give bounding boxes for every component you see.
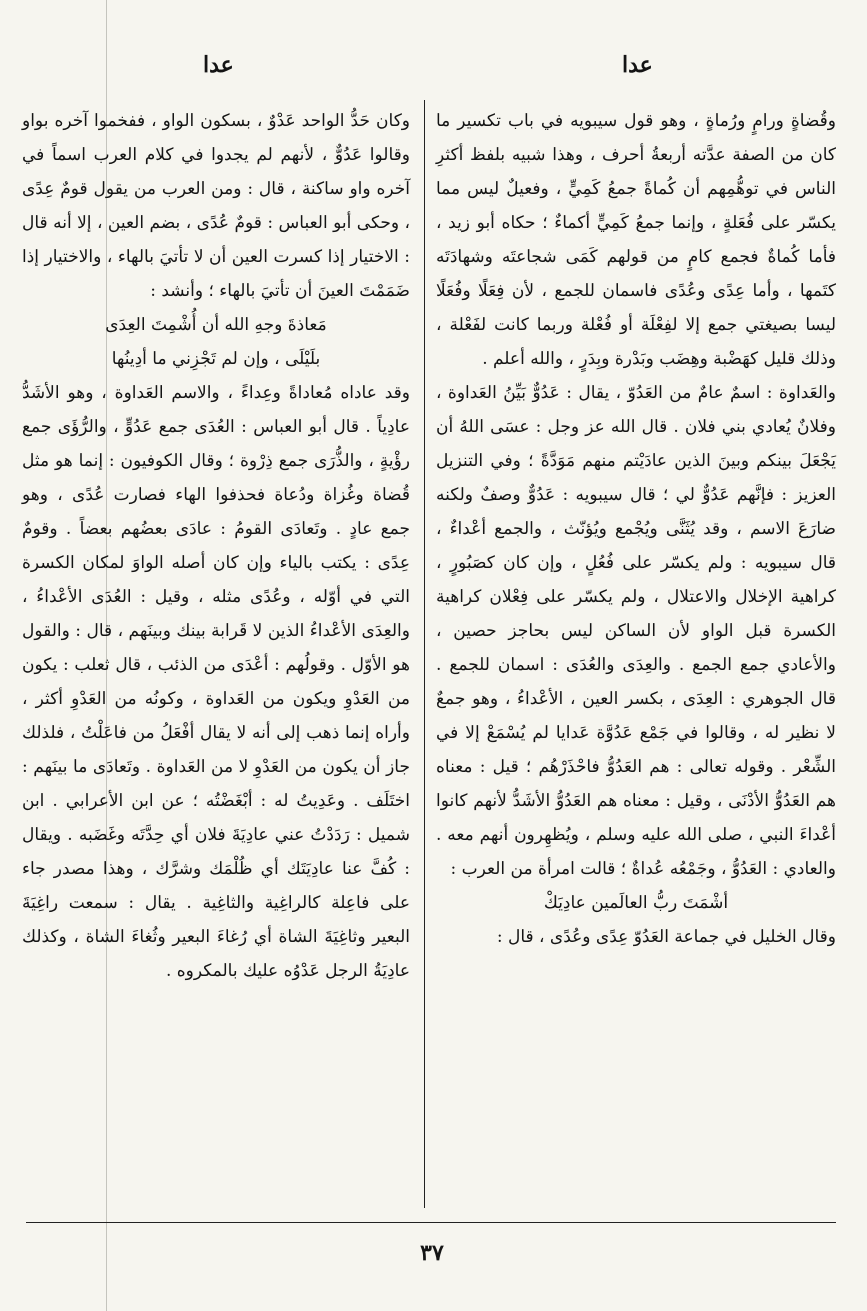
poetry-verse-first-hemistich: مَعاذةَ وجهِ الله أن أُشْمِتَ العِدَى: [105, 315, 327, 335]
paragraph-plural-forms: وقُضاةٍ ورامٍ ورُماةٍ ، وهو قول سيبويه في باب تكسير ما كان من الصفة عدَّته أربعةُ أحرف ، وهذا شبيه بلفظ أكثرِ الناس في توهُّمِهم أن كُماةً جمعُ كَمِيٍّ ، وفعيلٌ ليس مما يكسّر على فُعَلةٍ ، وإنما جمعُ كَمِيٍّ أكماءٌ ؛ حكاه أبو زيد ، فأما كُماةٌ فجمع كامٍ من قولهم كَمَى شجاعتَه وشهادَتَه كتَمها ، وأما عِدًى وعُدًى فاسمان للجمع ، لأن فِعَلًا وفُعَلًا ليسا بصيغتي جمع إلا لفِعْلَة أو فُعْلة وربما كانت لفَعْلة ، وذلك قليل كهَضْبة وهِضَب وبَدْرة وبِدَرٍ ، والله أعلم .: [436, 111, 836, 369]
page-number: ٣٧: [420, 1240, 444, 1266]
running-header-right: عدا: [622, 52, 653, 78]
footer-rule: [26, 1222, 836, 1223]
paragraph-khalil-quote: وقال الخليل في جماعة العَدُوّ عِدًى وعُدًى ، قال :: [496, 927, 836, 947]
left-column: [22, 104, 410, 988]
poetry-verse: أشْمَتَ ربُّ العالَمين عادِيَكْ: [543, 893, 729, 913]
paragraph-enmity-definition: والعَداوة : اسمٌ عامٌ من العَدُوّ ، يقال : عَدُوٌّ بَيِّنُ العَداوة ، وفلانٌ يُعادي بني فلان . قال الله عز وجل : عسَى اللهُ أن يَجْعَلَ بينكم وبينَ الذين عادَيْتم منهم مَوَدَّةً ؛ وفي التنزيل العزيز : فإنَّهم عَدُوٌّ لي ؛ قال سيبويه : عَدُوٌّ وصفٌ ولكنه ضارَعَ الاسم ، وقد يُثَنَّى ويُجْمع ويُؤنّث ، والجمع أعْداءٌ ، قال سيبويه : ولم يكسّر على فُعُلٍ ، وإن كان كصَبُورٍ ، كراهية الإخلال والاعتلال ، ولم يكسّر على فِعْلان كراهية الكسرة قبل الواو لأن الساكن ليس بحاجز حصين ، والأعادي جمع الجمع . والعِدَى والعُدَى : اسمان للجمع . قال الجوهري : العِدَى ، بكسر العين ، الأعْداءُ ، وهو جمعٌ لا نظير له ، وقالوا في جَمْع عَدُوَّة عَدايا لم يُسْمَعْ إلا في الشِّعْر . وقوله تعالى : هم العَدُوُّ فاحْذَرْهُم ؛ قيل : معناه هم العَدُوُّ الأدْنَى ، وقيل : معناه هم العَدُوُّ الأشَدُّ لأنهم كانوا أعْداءَ النبي ، صلى الله عليه وسلم ، ويُظهِرون أنهم معه . والعادي : العَدُوُّ ، وجَمْعُه عُداةٌ ؛ قالت امرأة من العرب :: [436, 383, 836, 879]
running-header-left: عدا: [203, 52, 234, 78]
right-column: [436, 104, 836, 954]
paragraph-hostility-usage: وقد عاداه مُعاداةً وعِداءً ، والاسم العَداوة ، وهو الأشَدُّ عادِياً . قال أبو العباس : العُدَى جمع عَدُوٍّ ، والرُّؤَى جمع رؤْيةٍ ، والذُّرَى جمع ذِرْوة ؛ وقال الكوفيون : إنما هو مثل قُضاة وغُزاة ودُعاة فحذفوا الهاء فصارت عُدًى ، وهو جمع عادٍ . وتَعادَى القومُ : عادَى بعضُهم بعضاً . وقومٌ عِدًى : يكتب بالياء وإن كان أصله الواوَ لمكان الكسرة التي في أوّله ، وعُدًى مثله ، وقيل : العُدَى الأعْداءُ ، والعِدَى الأعْداءُ الذين لا قَرابة بينك وبينَهم ، قال : والقول هو الأوّل . وقولُهم : أعْدَى من الذئب ، قال ثعلب : يكون من العَدْوِ ويكون من العَداوة ، وكونُه من العَدْوِ أكثر ، وأراه إنما ذهب إلى أنه لا يقال أفْعَلُ من فاعَلْتُ ، فلذلك جاز أن يكون من العَدْوِ لا من العَداوة . وتَعادَى ما بينَهم : اختَلَف . وعَدِيتُ له : أبْغَضْتُه ؛ عن ابن الأعرابي . ابن شميل : رَدَدْتُ عني عادِيَةَ فلان أي حِدَّتَه وغَضَبه . ويقال : كُفَّ عنا عادِيَتَك أي ظُلْمَك وشرَّك ، وهذا مصدر جاء على فاعِلة كالراغِية والثاغِية . يقال : سمعت راغِيَةَ البعير وثاغِيَةَ الشاة أي رُغاءَ البعير وثُغاءَ الشاة ، وكذلك عادِيَةُ الرجل عَدْوُه عليك بالمكروه .: [22, 383, 410, 981]
poetry-verse-second-hemistich: بلَيْلَى ، وإن لم تَجْزِني ما أدِينُها: [111, 349, 321, 369]
column-divider: [424, 100, 425, 1208]
paragraph-singular-form: وكان حَدُّ الواحد عَدْوٌ ، بسكون الواو ، ففخموا آخره بواو وقالوا عَدُوٌّ ، لأنهم لم يجدوا في كلام العرب اسماً في آخره واو ساكنة ، قال : ومن العرب من يقول قومٌ عِدًى ، وحكى أبو العباس : قومٌ عُدًى ، بضم العين ، إلا أنه قال : الاختيار إذا كسرت العين أن لا تأتيَ بالهاء ، والاختيار إذا ضَمَمْتَ العينَ أن تأتيَ بالهاء ؛ وأنشد :: [22, 111, 410, 301]
